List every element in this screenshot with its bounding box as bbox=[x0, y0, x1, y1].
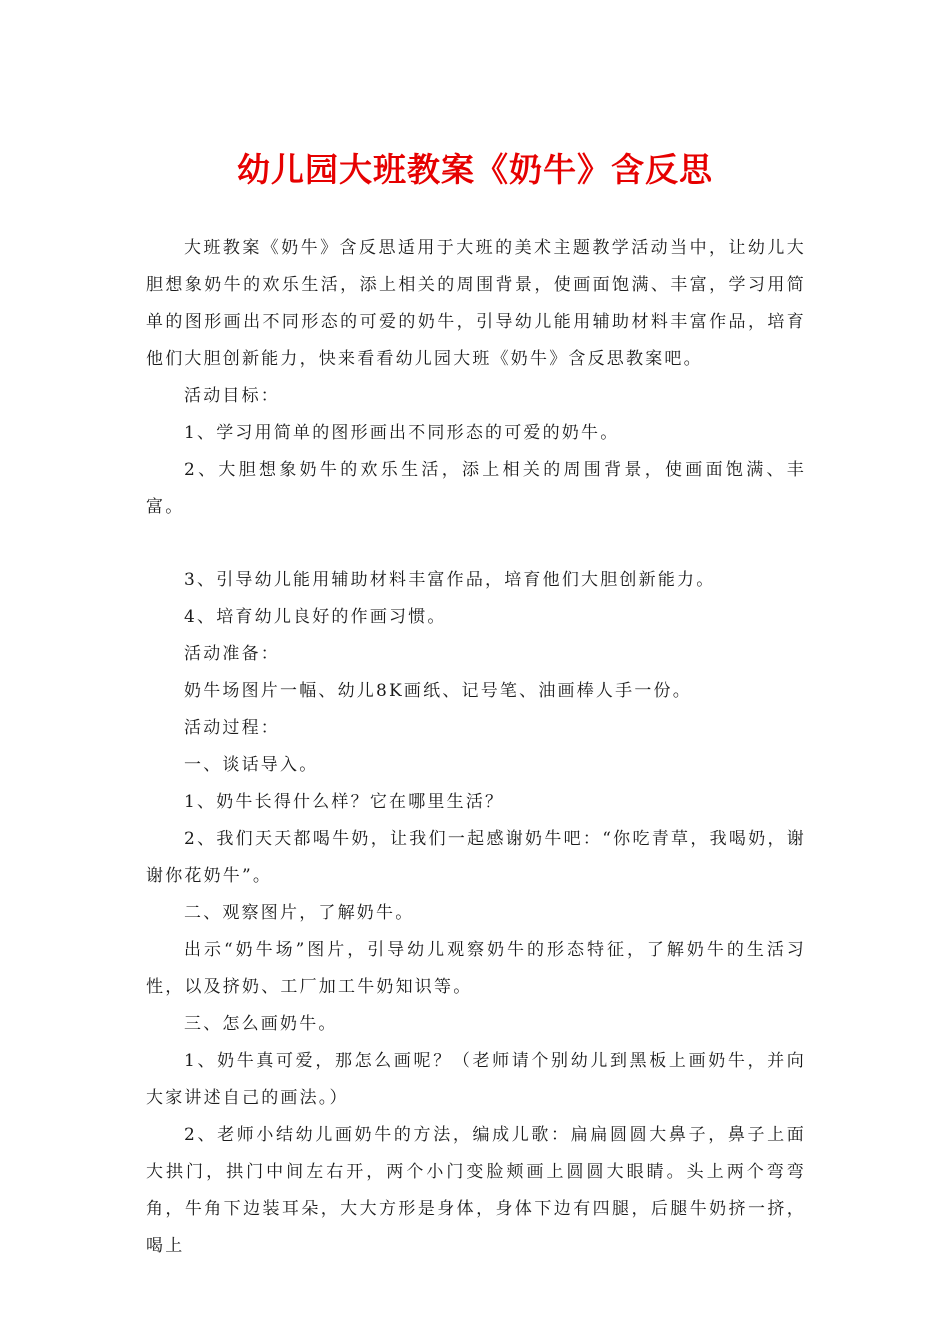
step-1-question-2: 2、我们天天都喝牛奶，让我们一起感谢奶牛吧：“你吃青草，我喝奶，谢谢你花奶牛”。 bbox=[146, 829, 806, 886]
step-2-text: 出示“奶牛场”图片，引导幼儿观察奶牛的形态特征，了解奶牛的生活习性，以及挤奶、工厂加工牛奶知识等。 bbox=[146, 940, 806, 997]
step-3-question-2: 2、老师小结幼儿画奶牛的方法，编成儿歌：扁扁圆圆大鼻子，鼻子上面大拱门，拱门中间左右开，两个小门变脸颊画上圆圆大眼睛。头上两个弯弯角，牛角下边装耳朵，大大方形是身体，身体下边有四腿，后腿牛奶挤一挤，喝上 bbox=[146, 1125, 806, 1256]
intro-paragraph: 大班教案《奶牛》含反思适用于大班的美术主题教学活动当中，让幼儿大胆想象奶牛的欢乐生活，添上相关的周围背景，使画面饱满、丰富，学习用简单的图形画出不同形态的可爱的奶牛，引导幼儿能用辅助材料丰富作品，培育他们大胆创新能力，快来看看幼儿园大班《奶牛》含反思教案吧。 bbox=[146, 238, 806, 369]
process-heading: 活动过程： bbox=[184, 718, 280, 738]
step-1-heading: 一、谈话导入。 bbox=[184, 755, 319, 775]
prep-text: 奶牛场图片一幅、幼儿8K画纸、记号笔、油画棒人手一份。 bbox=[184, 681, 692, 701]
step-3-question-1: 1、奶牛真可爱，那怎么画呢？（老师请个别幼儿到黑板上画奶牛，并向大家讲述自己的画法。） bbox=[146, 1051, 806, 1108]
goal-item-4: 4、培育幼儿良好的作画习惯。 bbox=[184, 607, 447, 627]
step-1-question-1: 1、奶牛长得什么样？它在哪里生活？ bbox=[184, 792, 505, 812]
goal-item-2: 2、大胆想象奶牛的欢乐生活，添上相关的周围背景，使画面饱满、丰富。 bbox=[146, 460, 806, 517]
goals-heading: 活动目标： bbox=[184, 386, 280, 406]
step-2-heading: 二、观察图片，了解奶牛。 bbox=[184, 903, 415, 923]
document-title: 幼儿园大班教案《奶牛》含反思 bbox=[237, 150, 713, 189]
goal-item-3: 3、引导幼儿能用辅助材料丰富作品，培育他们大胆创新能力。 bbox=[184, 570, 716, 590]
document-body bbox=[146, 230, 806, 1265]
goal-item-1: 1、学习用简单的图形画出不同形态的可爱的奶牛。 bbox=[184, 423, 620, 443]
blank-line bbox=[146, 526, 806, 562]
step-3-heading: 三、怎么画奶牛。 bbox=[184, 1014, 338, 1034]
prep-heading: 活动准备： bbox=[184, 644, 280, 664]
